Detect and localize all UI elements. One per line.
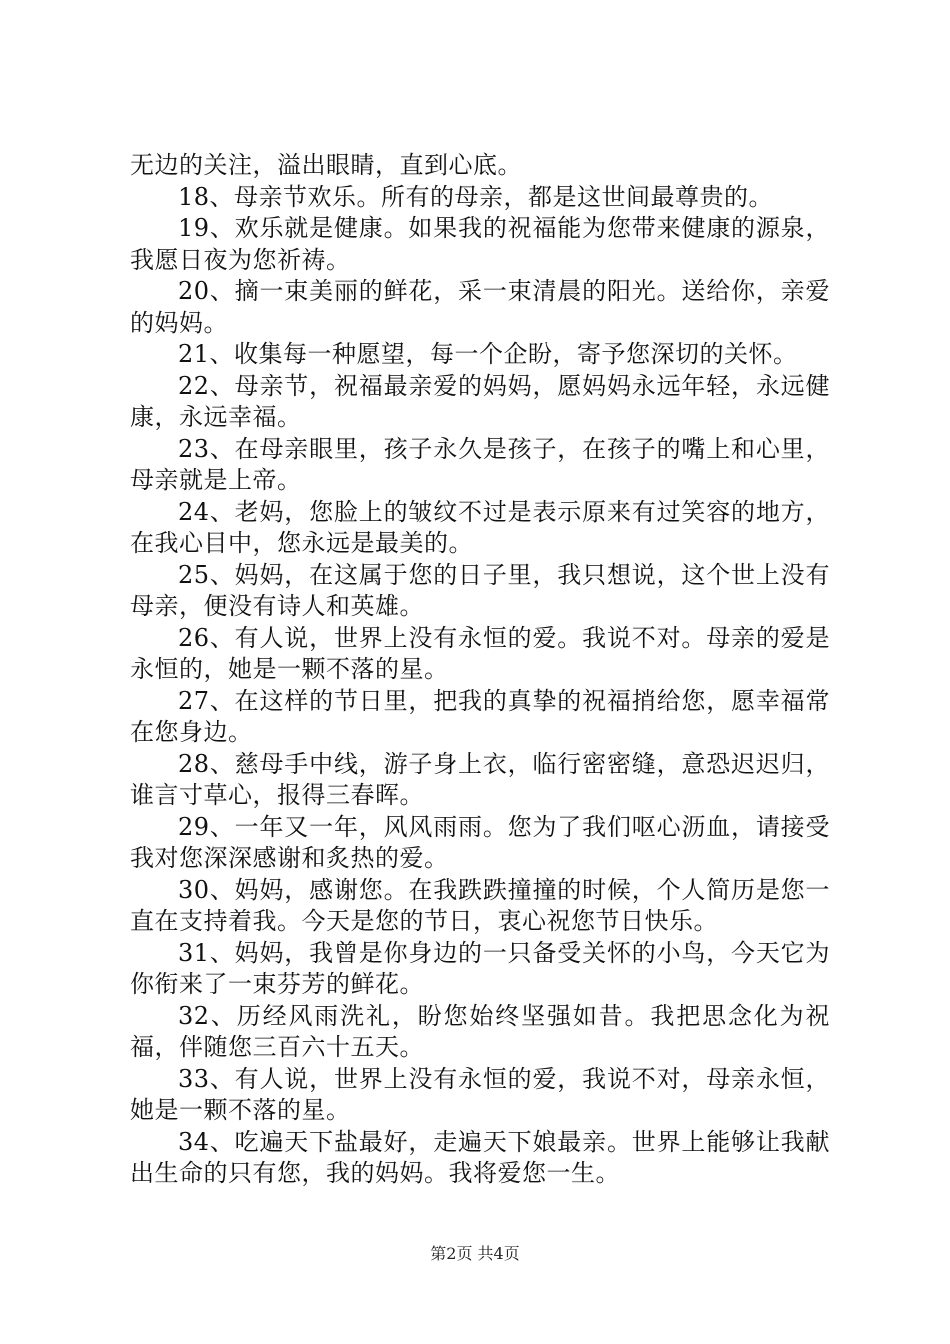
paragraph-27: 27、在这样的节日里，把我的真挚的祝福捎给您，愿幸福常在您身边。 <box>130 686 830 746</box>
paragraph-25: 25、妈妈，在这属于您的日子里，我只想说，这个世上没有母亲，便没有诗人和英雄。 <box>130 560 830 620</box>
document-body <box>130 150 830 1190</box>
page-number-footer: 第2页 共4页 <box>430 1244 520 1263</box>
paragraph-22: 22、母亲节，祝福最亲爱的妈妈，愿妈妈永远年轻，永远健康，永远幸福。 <box>130 371 830 431</box>
paragraph-19: 19、欢乐就是健康。如果我的祝福能为您带来健康的源泉，我愿日夜为您祈祷。 <box>130 214 830 274</box>
paragraph-31: 31、妈妈，我曾是你身边的一只备受关怀的小鸟，今天它为你衔来了一束芬芳的鲜花。 <box>130 938 830 998</box>
paragraph-26: 26、有人说，世界上没有永恒的爱。我说不对。母亲的爱是永恒的，她是一颗不落的星。 <box>130 623 830 683</box>
paragraph-continued: 无边的关注，溢出眼睛，直到心底。 <box>130 151 522 179</box>
paragraph-18: 18、母亲节欢乐。所有的母亲，都是这世间最尊贵的。 <box>178 182 774 211</box>
paragraph-32: 32、历经风雨洗礼，盼您始终坚强如昔。我把思念化为祝福，伴随您三百六十五天。 <box>130 1001 830 1061</box>
paragraph-20: 20、摘一束美丽的鲜花，采一束清晨的阳光。送给你，亲爱的妈妈。 <box>130 277 830 337</box>
paragraph-21: 21、收集每一种愿望，每一个企盼，寄予您深切的关怀。 <box>178 340 798 368</box>
paragraph-30: 30、妈妈，感谢您。在我跌跌撞撞的时候，个人简历是您一直在支持着我。今天是您的节日，衷心祝您节日快乐。 <box>130 875 830 935</box>
paragraph-33: 33、有人说，世界上没有永恒的爱，我说不对，母亲永恒，她是一颗不落的星。 <box>130 1064 830 1124</box>
paragraph-34: 34、吃遍天下盐最好，走遍天下娘最亲。世界上能够让我献出生命的只有您，我的妈妈。我将爱您一生。 <box>130 1127 830 1187</box>
paragraph-23: 23、在母亲眼里，孩子永久是孩子，在孩子的嘴上和心里，母亲就是上帝。 <box>130 434 830 494</box>
paragraph-24: 24、老妈，您脸上的皱纹不过是表示原来有过笑容的地方，在我心目中，您永远是最美的。 <box>130 497 830 557</box>
paragraph-29: 29、一年又一年，风风雨雨。您为了我们呕心沥血，请接受我对您深深感谢和炙热的爱。 <box>130 812 830 872</box>
paragraph-28: 28、慈母手中线，游子身上衣，临行密密缝，意恐迟迟归，谁言寸草心，报得三春晖。 <box>130 749 830 809</box>
